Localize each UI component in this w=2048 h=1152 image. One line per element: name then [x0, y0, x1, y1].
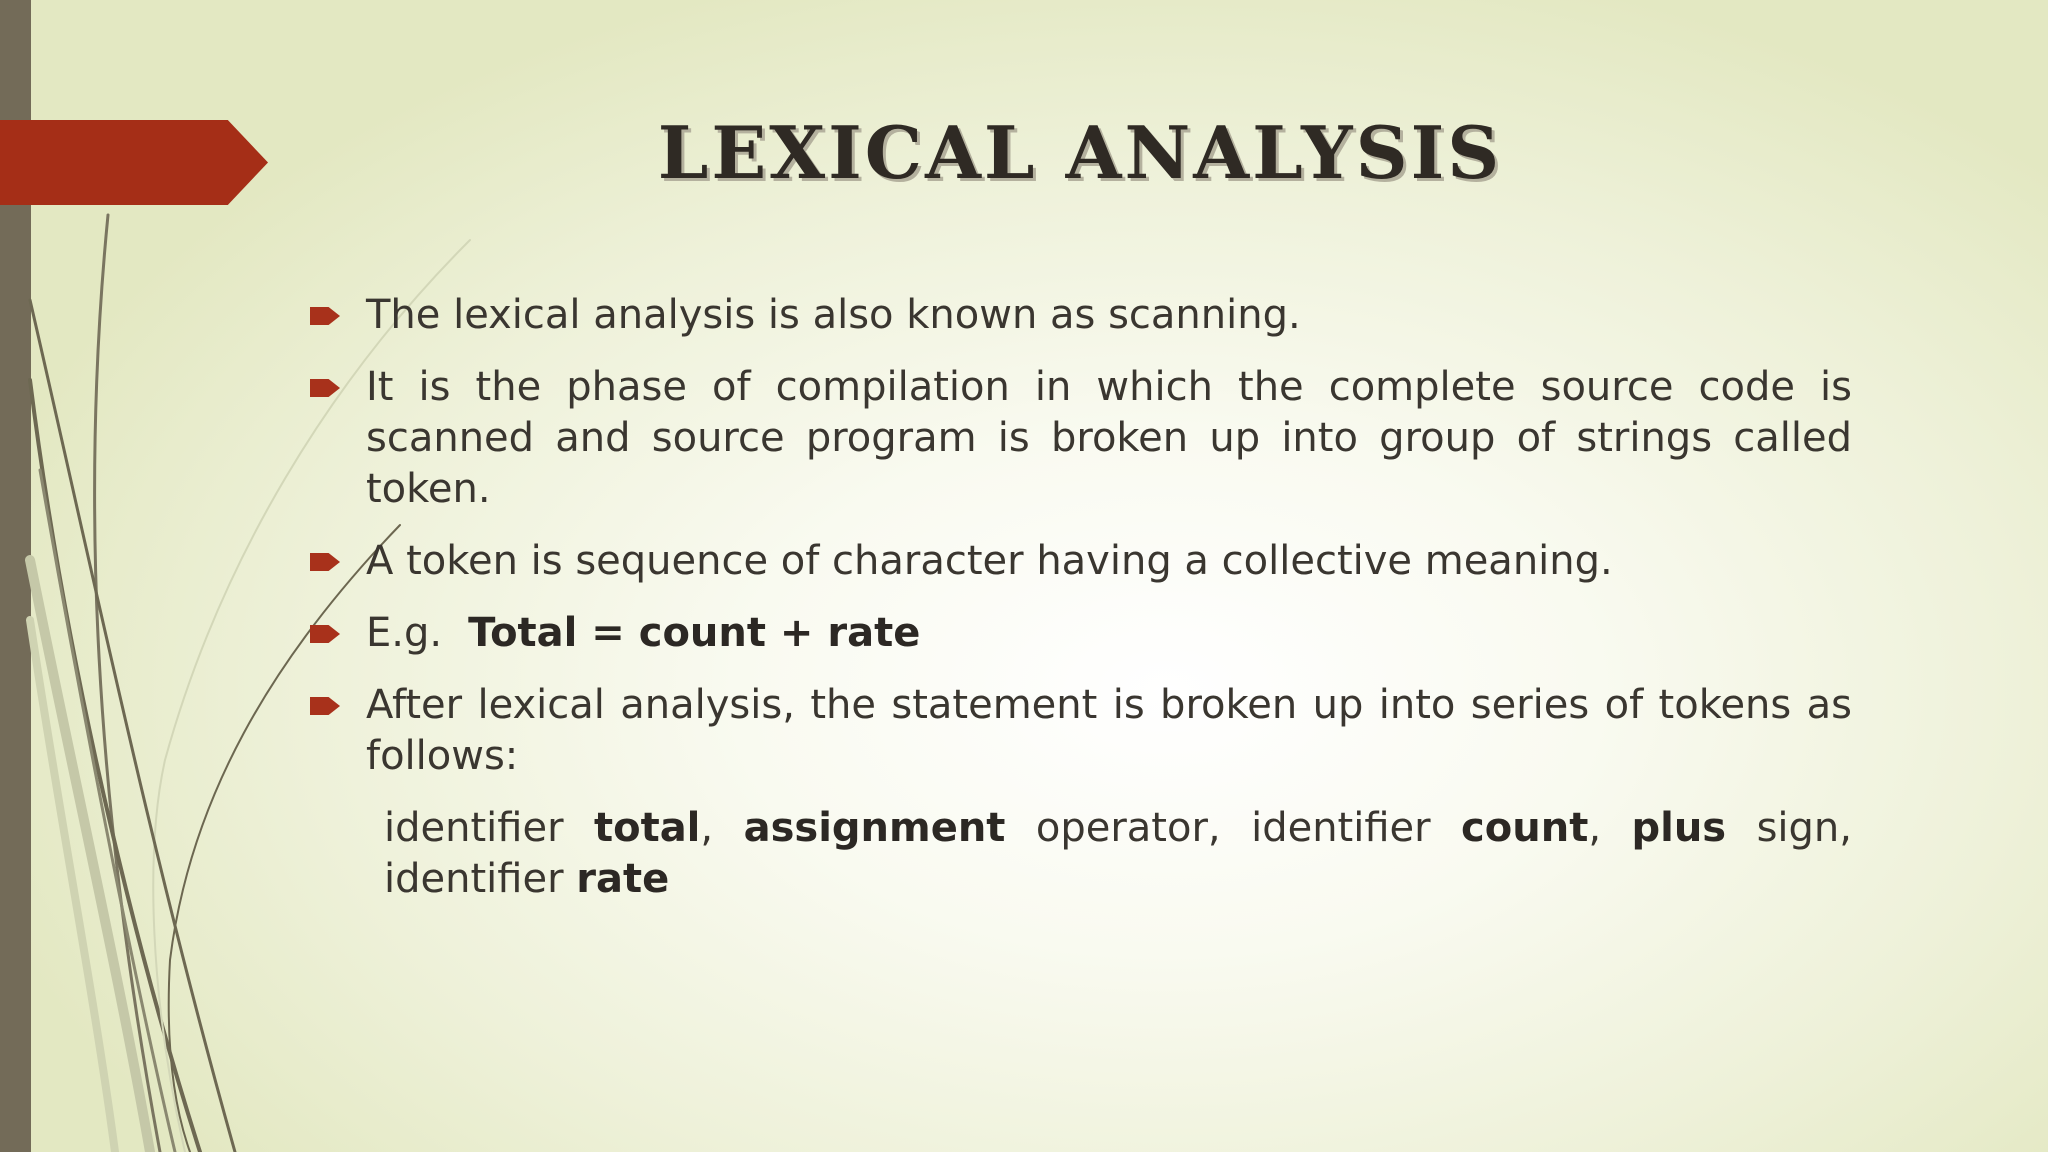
bullet-text: It is the phase of compilation in which the complete source code is scanned and source program is broken up into group of strings called token. [366, 364, 1852, 512]
slide-title: LEXICAL ANALYSIS [657, 110, 1503, 195]
bullet-arrow-icon [310, 697, 340, 715]
bullet-text: The lexical analysis is also known as scanning. [366, 292, 1301, 338]
bullet-item [310, 362, 1852, 515]
token-plus: plus [1631, 805, 1727, 851]
title-arrow-accent [0, 120, 268, 205]
token-count: count [1461, 805, 1589, 851]
example-prefix: E.g. [366, 610, 443, 656]
slide-content [310, 290, 1852, 905]
token-text: identifier [384, 805, 594, 851]
bullet-arrow-icon [310, 553, 340, 571]
bullet-item [310, 290, 1852, 341]
bullet-item [310, 680, 1852, 782]
bullet-item [310, 536, 1852, 587]
token-text: , [1588, 805, 1632, 851]
token-list [310, 803, 1852, 905]
token-text: sign, identifier [384, 805, 1852, 902]
bullet-arrow-icon [310, 307, 340, 325]
bullet-text: A token is sequence of character having a collective meaning. [366, 538, 1613, 584]
token-rate: rate [576, 856, 670, 902]
token-text: , [700, 805, 744, 851]
bullet-arrow-icon [310, 379, 340, 397]
example-expression: Total = count + rate [468, 610, 921, 656]
token-total: total [593, 805, 701, 851]
token-assignment: assignment [743, 805, 1006, 851]
bullet-text: After lexical analysis, the statement is broken up into series of tokens as follows: [366, 682, 1852, 779]
bullet-arrow-icon [310, 625, 340, 643]
bullet-item-example [310, 608, 1852, 659]
token-text: operator, identifier [1005, 805, 1462, 851]
